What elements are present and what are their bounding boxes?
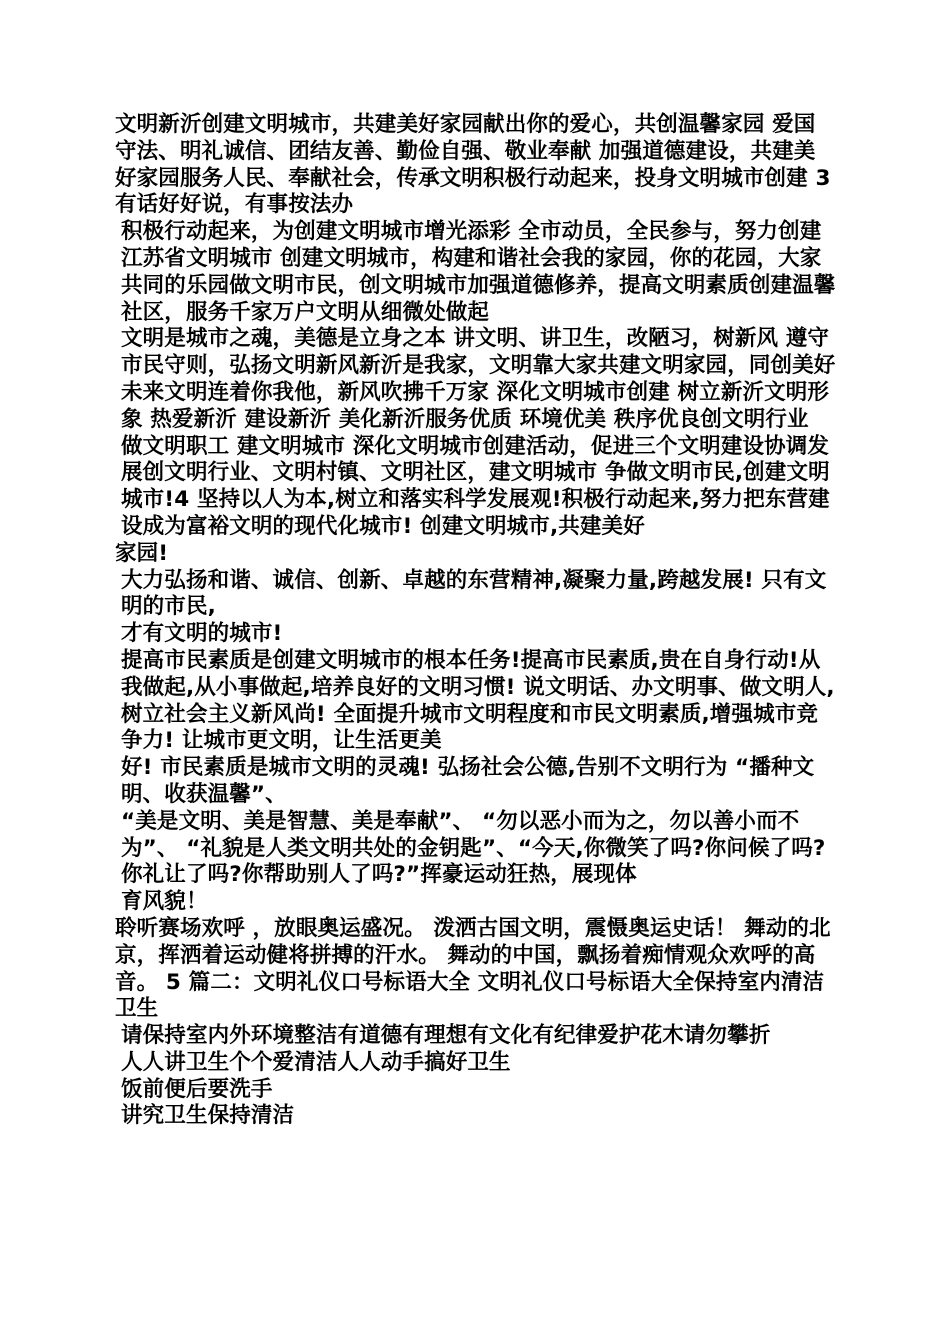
paragraph: 讲究卫生保持清洁 <box>121 1103 295 1129</box>
paragraph: 才有文明的城市! <box>121 621 283 647</box>
paragraph: 聆听赛场欢呼 ，放眼奥运盛况。 泼洒古国文明，震慑奥运史话！ 舞动的北京，挥洒着运动健将拼搏的汗水。 舞动的中国，飘扬着痴情观众欢呼的高音。 5 篇二：文明礼仪口号标语大全 文明礼仪口号标语大全保持室内清洁卫生 <box>115 915 831 1022</box>
paragraph: 家园! <box>115 540 169 566</box>
paragraph: 提高市民素质是创建文明城市的根本任务!提高市民素质,贵在自身行动!从我做起,从小事做起,培养良好的文明习惯! 说文明话、办文明事、做文明人,树立社会主义新风尚! 全面提升城市文明程度和市民文明素质,增强城市竞争力! 让城市更文明，让生活更美 <box>121 647 835 754</box>
paragraph: 大力弘扬和谐、诚信、创新、卓越的东营精神,凝聚力量,跨越发展! 只有文明的市民, <box>121 567 827 620</box>
paragraph: 积极行动起来，为创建文明城市增光添彩 全市动员，全民参与，努力创建江苏省文明城市 创建文明城市，构建和谐社会我的家园，你的花园，大家共同的乐园做文明市民，创文明城市加强道德修养，提高文明素质创建温馨社区，服务千家万户文明从细微处做起 <box>121 219 836 325</box>
paragraph: 育风貌！ <box>121 889 208 915</box>
paragraph: 好! 市民素质是城市文明的灵魂! 弘扬社会公德,告别不文明行为 “播种文明、收获温馨”、 <box>121 755 815 807</box>
paragraph: 请保持室内外环境整洁有道德有理想有文化有纪律爱护花木请勿攀折 <box>121 1023 771 1049</box>
paragraph: 饭前便后要洗手 <box>121 1076 273 1102</box>
paragraph: 人人讲卫生个个爱清洁人人动手搞好卫生 <box>121 1049 511 1075</box>
paragraph: 文明新沂创建文明城市，共建美好家园献出你的爱心，共创温馨家园 爱国守法、明礼诚信、团结友善、勤俭自强、敬业奉献 加强道德建设，共建美好家园服务人民、奉献社会，传承文明积极行动起来，投身文明城市创建 3 有话好好说，有事按法办 <box>115 112 831 218</box>
paragraph: 文明是城市之魂，美德是立身之本 讲文明、讲卫生，改陋习，树新风 遵守市民守则，弘扬文明新风新沂是我家，文明靠大家共建文明家园，同创美好未来文明连着你我他，新风吹拂千万家 深化文明城市创建 树立新沂文明形象 热爱新沂 建设新沂 美化新沂服务优质 环境优美 秩序优良创文明行业 做文明职工 建文明城市 深化文明城市创建活动，促进三个文明建设协调发展创文明行业、文明村镇、文明社区，建文明城市 争做文明市民,创建文明城市!4 坚持以人为本,树立和落实科学发展观!积极行动起来,努力把东营建设成为富裕文明的现代化城市! 创建文明城市,共建美好 <box>121 326 836 539</box>
document-body <box>115 112 837 1130</box>
paragraph: “美是文明、美是智慧、美是奉献”、 “勿以恶小而为之，勿以善小而不为”、 “礼貌是人类文明共处的金钥匙”、“今天,你微笑了吗?你问候了吗?你礼让了吗?你帮助别人了吗?”挥豪运动狂热，展现体 <box>121 808 826 888</box>
